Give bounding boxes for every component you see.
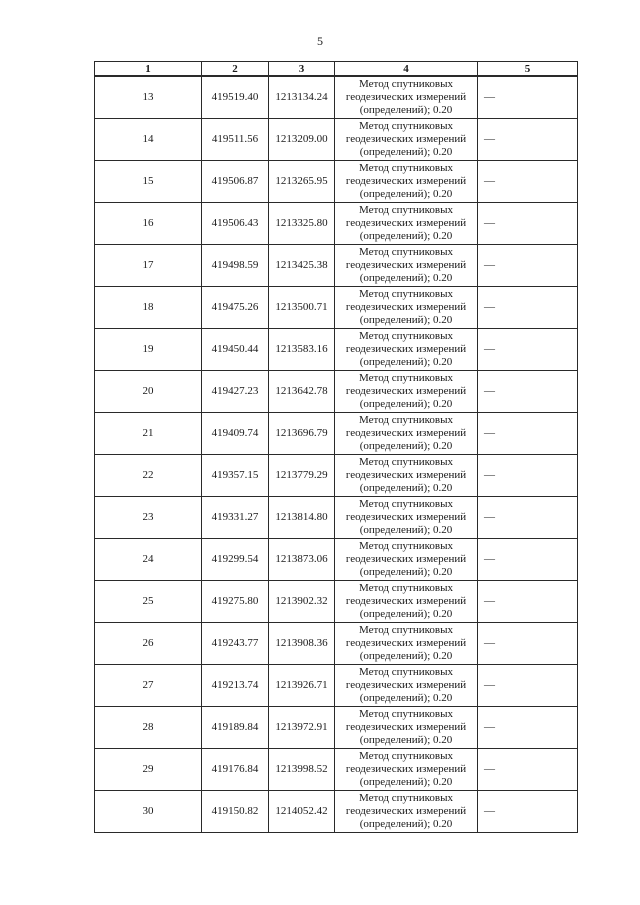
method-cell — [335, 203, 478, 245]
x-coordinate-cell: 419357.15 — [202, 455, 269, 497]
column-5-cell: — — [478, 203, 578, 245]
point-number-cell: 25 — [95, 581, 202, 623]
method-text-line: (определений); 0.20 — [359, 566, 453, 578]
method-text-line: геодезических измерений — [345, 553, 467, 565]
method-text-line: (определений); 0.20 — [359, 356, 453, 368]
point-number-cell: 17 — [95, 245, 202, 287]
x-coordinate-cell: 419511.56 — [202, 119, 269, 161]
method-text-line: Метод спутниковых — [359, 456, 453, 468]
y-coordinate-cell: 1213998.52 — [269, 749, 335, 791]
table-header — [95, 62, 578, 77]
point-number-cell: 28 — [95, 707, 202, 749]
method-text-line: геодезических измерений — [345, 91, 467, 103]
column-header-4: 4 — [335, 62, 478, 77]
method-text-line: геодезических измерений — [345, 175, 467, 187]
x-coordinate-cell: 419150.82 — [202, 791, 269, 833]
column-5-cell: — — [478, 329, 578, 371]
column-header-5: 5 — [478, 62, 578, 77]
column-5-cell: — — [478, 455, 578, 497]
method-cell — [335, 161, 478, 203]
point-number-cell: 18 — [95, 287, 202, 329]
method-text-line: Метод спутниковых — [359, 582, 453, 594]
method-cell — [335, 665, 478, 707]
y-coordinate-cell: 1213500.71 — [269, 287, 335, 329]
table-row — [95, 749, 578, 791]
method-text-line: (определений); 0.20 — [359, 692, 453, 704]
method-text-line: (определений); 0.20 — [359, 440, 453, 452]
method-text-line: Метод спутниковых — [359, 120, 453, 132]
table-row — [95, 413, 578, 455]
y-coordinate-cell: 1213265.95 — [269, 161, 335, 203]
point-number-cell: 23 — [95, 497, 202, 539]
column-5-cell: — — [478, 287, 578, 329]
column-5-cell: — — [478, 497, 578, 539]
table-row — [95, 203, 578, 245]
method-text-line: Метод спутниковых — [359, 78, 453, 90]
method-text-line: геодезических измерений — [345, 301, 467, 313]
method-text-line: геодезических измерений — [345, 217, 467, 229]
x-coordinate-cell: 419176.84 — [202, 749, 269, 791]
point-number-cell: 15 — [95, 161, 202, 203]
column-5-cell: — — [478, 539, 578, 581]
point-number-cell: 19 — [95, 329, 202, 371]
method-text-line: геодезических измерений — [345, 133, 467, 145]
y-coordinate-cell: 1213134.24 — [269, 76, 335, 119]
method-text-line: Метод спутниковых — [359, 750, 453, 762]
y-coordinate-cell: 1213902.32 — [269, 581, 335, 623]
column-header-1: 1 — [95, 62, 202, 77]
y-coordinate-cell: 1213642.78 — [269, 371, 335, 413]
y-coordinate-cell: 1214052.42 — [269, 791, 335, 833]
y-coordinate-cell: 1213583.16 — [269, 329, 335, 371]
x-coordinate-cell: 419519.40 — [202, 76, 269, 119]
method-text-line: геодезических измерений — [345, 469, 467, 481]
method-text-line: геодезических измерений — [345, 637, 467, 649]
method-text-line: Метод спутниковых — [359, 204, 453, 216]
table-row — [95, 76, 578, 119]
method-text-line: Метод спутниковых — [359, 666, 453, 678]
method-text-line: (определений); 0.20 — [359, 482, 453, 494]
method-text-line: геодезических измерений — [345, 385, 467, 397]
method-text-line: (определений); 0.20 — [359, 314, 453, 326]
method-text-line: (определений); 0.20 — [359, 188, 453, 200]
method-text-line: Метод спутниковых — [359, 330, 453, 342]
table-row — [95, 665, 578, 707]
x-coordinate-cell: 419299.54 — [202, 539, 269, 581]
method-cell — [335, 581, 478, 623]
method-text-line: (определений); 0.20 — [359, 650, 453, 662]
point-number-cell: 27 — [95, 665, 202, 707]
point-number-cell: 16 — [95, 203, 202, 245]
method-cell — [335, 497, 478, 539]
method-cell — [335, 791, 478, 833]
column-5-cell: — — [478, 161, 578, 203]
method-text-line: Метод спутниковых — [359, 540, 453, 552]
method-text-line: Метод спутниковых — [359, 162, 453, 174]
y-coordinate-cell: 1213873.06 — [269, 539, 335, 581]
y-coordinate-cell: 1213425.38 — [269, 245, 335, 287]
column-5-cell: — — [478, 413, 578, 455]
method-text-line: (определений); 0.20 — [359, 146, 453, 158]
method-text-line: Метод спутниковых — [359, 792, 453, 804]
x-coordinate-cell: 419409.74 — [202, 413, 269, 455]
y-coordinate-cell: 1213814.80 — [269, 497, 335, 539]
x-coordinate-cell: 419331.27 — [202, 497, 269, 539]
table-row — [95, 623, 578, 665]
column-5-cell: — — [478, 665, 578, 707]
method-text-line: (определений); 0.20 — [359, 230, 453, 242]
method-text-line: геодезических измерений — [345, 511, 467, 523]
column-5-cell: — — [478, 119, 578, 161]
x-coordinate-cell: 419475.26 — [202, 287, 269, 329]
table-row — [95, 497, 578, 539]
table-row — [95, 791, 578, 833]
column-5-cell: — — [478, 707, 578, 749]
x-coordinate-cell: 419213.74 — [202, 665, 269, 707]
method-text-line: геодезических измерений — [345, 595, 467, 607]
point-number-cell: 20 — [95, 371, 202, 413]
table-row — [95, 161, 578, 203]
point-number-cell: 29 — [95, 749, 202, 791]
method-cell — [335, 245, 478, 287]
method-text-line: Метод спутниковых — [359, 246, 453, 258]
x-coordinate-cell: 419498.59 — [202, 245, 269, 287]
method-cell — [335, 749, 478, 791]
point-number-cell: 24 — [95, 539, 202, 581]
column-5-cell: — — [478, 245, 578, 287]
method-text-line: (определений); 0.20 — [359, 776, 453, 788]
x-coordinate-cell: 419427.23 — [202, 371, 269, 413]
y-coordinate-cell: 1213696.79 — [269, 413, 335, 455]
table-row — [95, 119, 578, 161]
y-coordinate-cell: 1213325.80 — [269, 203, 335, 245]
column-5-cell: — — [478, 623, 578, 665]
point-number-cell: 14 — [95, 119, 202, 161]
x-coordinate-cell: 419506.43 — [202, 203, 269, 245]
table-row — [95, 581, 578, 623]
method-text-line: геодезических измерений — [345, 427, 467, 439]
method-text-line: Метод спутниковых — [359, 372, 453, 384]
page-number: 5 — [317, 34, 323, 48]
method-text-line: Метод спутниковых — [359, 624, 453, 636]
method-cell — [335, 413, 478, 455]
x-coordinate-cell: 419450.44 — [202, 329, 269, 371]
y-coordinate-cell: 1213908.36 — [269, 623, 335, 665]
method-cell — [335, 76, 478, 119]
method-text-line: геодезических измерений — [345, 721, 467, 733]
y-coordinate-cell: 1213972.91 — [269, 707, 335, 749]
method-cell — [335, 371, 478, 413]
x-coordinate-cell: 419506.87 — [202, 161, 269, 203]
table-row — [95, 539, 578, 581]
method-text-line: геодезических измерений — [345, 259, 467, 271]
method-text-line: Метод спутниковых — [359, 498, 453, 510]
method-text-line: (определений); 0.20 — [359, 272, 453, 284]
table-row — [95, 329, 578, 371]
y-coordinate-cell: 1213779.29 — [269, 455, 335, 497]
method-cell — [335, 623, 478, 665]
table-row — [95, 455, 578, 497]
point-number-cell: 26 — [95, 623, 202, 665]
method-text-line: (определений); 0.20 — [359, 524, 453, 536]
column-5-cell: — — [478, 749, 578, 791]
method-text-line: геодезических измерений — [345, 343, 467, 355]
table-row — [95, 287, 578, 329]
point-number-cell: 13 — [95, 76, 202, 119]
x-coordinate-cell: 419189.84 — [202, 707, 269, 749]
x-coordinate-cell: 419275.80 — [202, 581, 269, 623]
y-coordinate-cell: 1213926.71 — [269, 665, 335, 707]
column-header-2: 2 — [202, 62, 269, 77]
column-5-cell: — — [478, 791, 578, 833]
x-coordinate-cell: 419243.77 — [202, 623, 269, 665]
column-header-3: 3 — [269, 62, 335, 77]
table-body — [95, 76, 578, 833]
header-row — [95, 62, 578, 77]
method-text-line: Метод спутниковых — [359, 414, 453, 426]
method-text-line: (определений); 0.20 — [359, 734, 453, 746]
method-text-line: Метод спутниковых — [359, 708, 453, 720]
method-text-line: (определений); 0.20 — [359, 398, 453, 410]
table-row — [95, 371, 578, 413]
method-text-line: (определений); 0.20 — [359, 104, 453, 116]
y-coordinate-cell: 1213209.00 — [269, 119, 335, 161]
method-text-line: Метод спутниковых — [359, 288, 453, 300]
method-cell — [335, 707, 478, 749]
method-text-line: геодезических измерений — [345, 679, 467, 691]
method-cell — [335, 455, 478, 497]
coordinates-table — [94, 61, 578, 833]
method-text-line: геодезических измерений — [345, 805, 467, 817]
method-text-line: геодезических измерений — [345, 763, 467, 775]
table-row — [95, 707, 578, 749]
column-5-cell: — — [478, 581, 578, 623]
column-5-cell: — — [478, 371, 578, 413]
method-text-line: (определений); 0.20 — [359, 818, 453, 830]
method-cell — [335, 329, 478, 371]
table-row — [95, 245, 578, 287]
method-cell — [335, 539, 478, 581]
method-cell — [335, 287, 478, 329]
point-number-cell: 30 — [95, 791, 202, 833]
column-5-cell: — — [478, 76, 578, 119]
method-text-line: (определений); 0.20 — [359, 608, 453, 620]
method-cell — [335, 119, 478, 161]
point-number-cell: 22 — [95, 455, 202, 497]
point-number-cell: 21 — [95, 413, 202, 455]
